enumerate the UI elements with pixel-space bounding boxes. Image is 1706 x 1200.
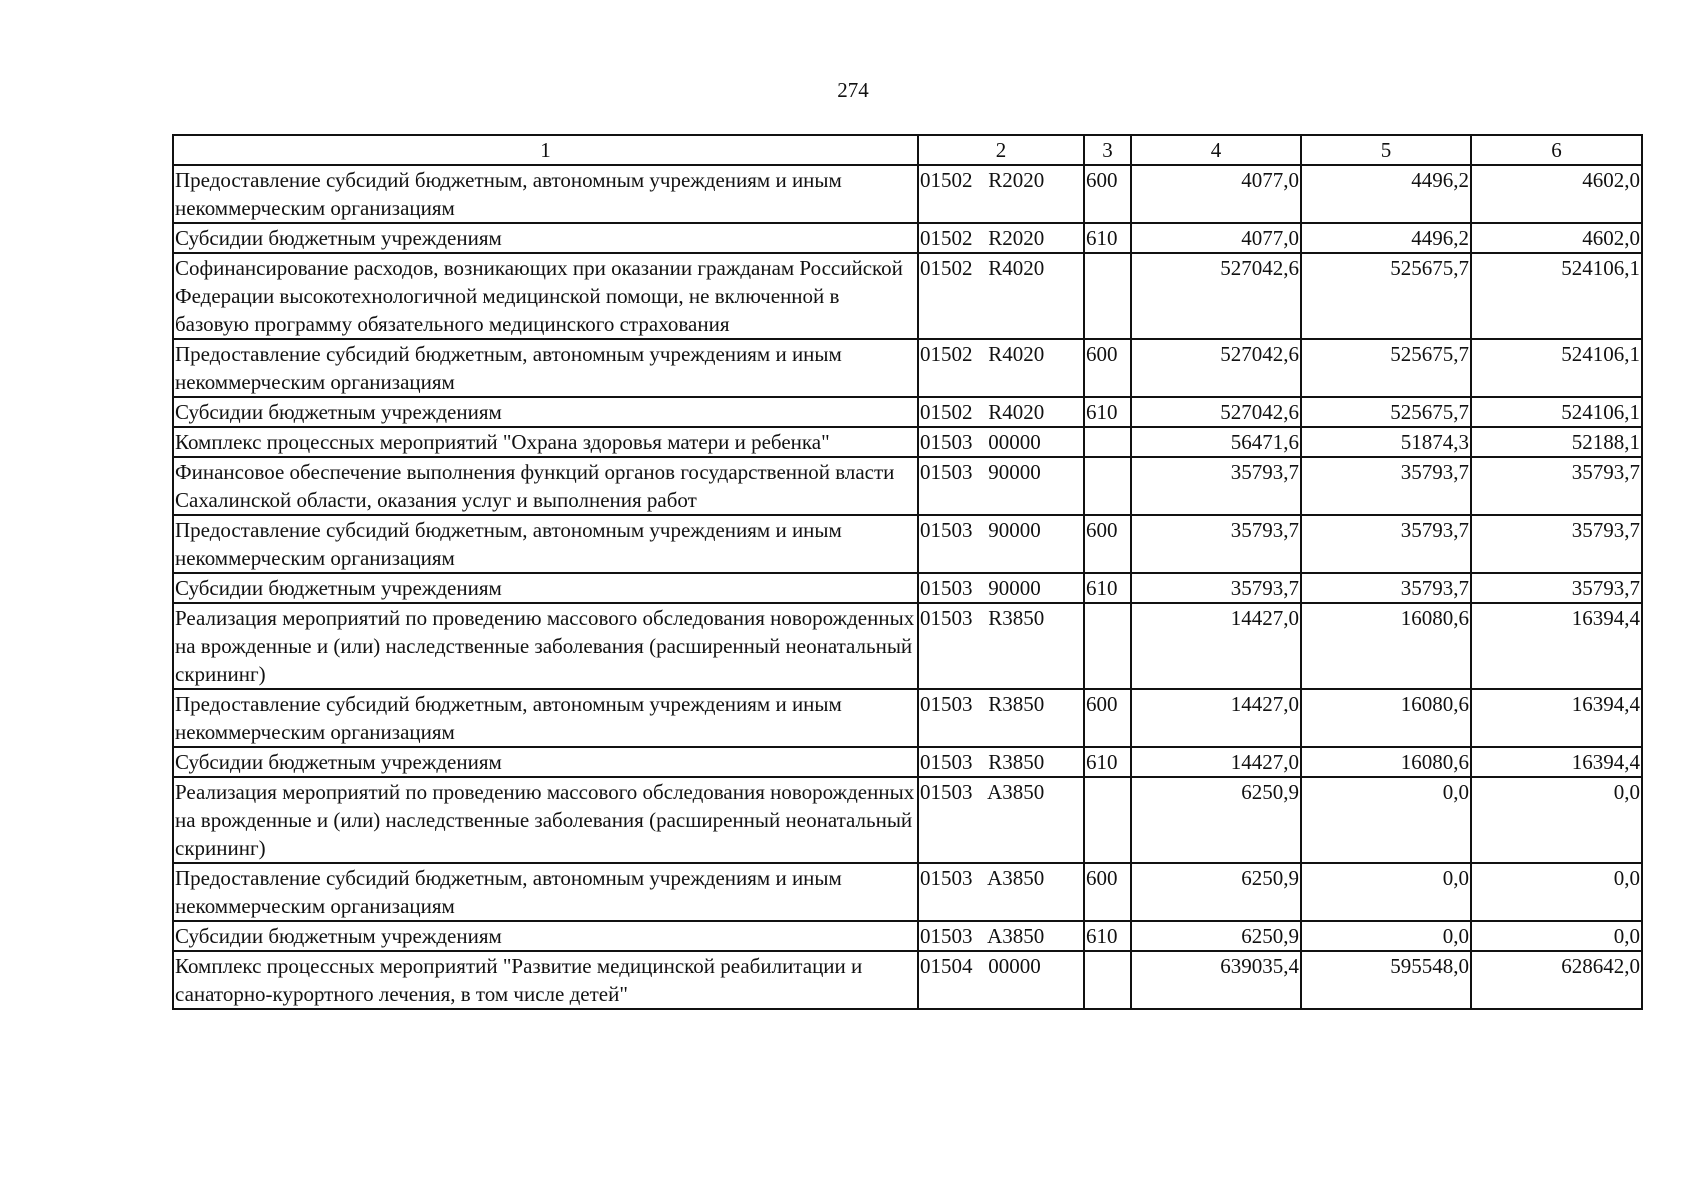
- amount-col-5-cell: 0,0: [1301, 921, 1471, 951]
- amount-col-5-cell: 595548,0: [1301, 951, 1471, 1009]
- amount-col-5-cell: 525675,7: [1301, 253, 1471, 339]
- column-header-5: 5: [1301, 135, 1471, 165]
- expense-name-cell: Субсидии бюджетным учреждениям: [173, 223, 918, 253]
- amount-col-5-cell: 0,0: [1301, 863, 1471, 921]
- expense-name-cell: Предоставление субсидий бюджетным, автономным учреждениям и иным некоммерческим организациям: [173, 515, 918, 573]
- target-article-code-cell: 01502 R4020: [918, 397, 1084, 427]
- target-article-code-cell: 01503 90000: [918, 515, 1084, 573]
- amount-col-6-cell: 16394,4: [1471, 689, 1642, 747]
- amount-col-6-cell: 35793,7: [1471, 457, 1642, 515]
- expense-name-cell: Субсидии бюджетным учреждениям: [173, 397, 918, 427]
- amount-col-6-cell: 16394,4: [1471, 603, 1642, 689]
- amount-col-5-cell: 35793,7: [1301, 457, 1471, 515]
- table-body: [173, 165, 1642, 1009]
- table-header: [173, 135, 1642, 165]
- expense-type-code-cell: 600: [1084, 863, 1131, 921]
- expense-name-cell: Комплекс процессных мероприятий "Охрана здоровья матери и ребенка": [173, 427, 918, 457]
- table-row: [173, 397, 1642, 427]
- target-article-code-cell: 01503 A3850: [918, 921, 1084, 951]
- amount-col-4-cell: 527042,6: [1131, 339, 1301, 397]
- amount-col-5-cell: 16080,6: [1301, 689, 1471, 747]
- expense-name-cell: Предоставление субсидий бюджетным, автономным учреждениям и иным некоммерческим организациям: [173, 689, 918, 747]
- target-article-code-cell: 01503 R3850: [918, 603, 1084, 689]
- column-header-6: 6: [1471, 135, 1642, 165]
- amount-col-4-cell: 6250,9: [1131, 863, 1301, 921]
- amount-col-5-cell: 51874,3: [1301, 427, 1471, 457]
- amount-col-4-cell: 14427,0: [1131, 689, 1301, 747]
- amount-col-4-cell: 14427,0: [1131, 603, 1301, 689]
- amount-col-4-cell: 56471,6: [1131, 427, 1301, 457]
- expense-type-code-cell: 600: [1084, 515, 1131, 573]
- amount-col-6-cell: 52188,1: [1471, 427, 1642, 457]
- target-article-code-cell: 01502 R4020: [918, 253, 1084, 339]
- table-row: [173, 951, 1642, 1009]
- expense-type-code-cell: 600: [1084, 165, 1131, 223]
- amount-col-6-cell: 35793,7: [1471, 515, 1642, 573]
- amount-col-5-cell: 35793,7: [1301, 515, 1471, 573]
- expense-type-code-cell: [1084, 603, 1131, 689]
- table-row: [173, 253, 1642, 339]
- budget-table: [172, 134, 1643, 1010]
- expense-type-code-cell: 610: [1084, 573, 1131, 603]
- amount-col-5-cell: 0,0: [1301, 777, 1471, 863]
- target-article-code-cell: 01503 00000: [918, 427, 1084, 457]
- expense-name-cell: Предоставление субсидий бюджетным, автономным учреждениям и иным некоммерческим организациям: [173, 339, 918, 397]
- amount-col-6-cell: 0,0: [1471, 921, 1642, 951]
- amount-col-4-cell: 35793,7: [1131, 515, 1301, 573]
- amount-col-6-cell: 628642,0: [1471, 951, 1642, 1009]
- amount-col-5-cell: 525675,7: [1301, 397, 1471, 427]
- expense-type-code-cell: [1084, 951, 1131, 1009]
- column-header-2: 2: [918, 135, 1084, 165]
- table-row: [173, 165, 1642, 223]
- amount-col-4-cell: 527042,6: [1131, 397, 1301, 427]
- expense-name-cell: Субсидии бюджетным учреждениям: [173, 573, 918, 603]
- table-row: [173, 573, 1642, 603]
- table-row: [173, 777, 1642, 863]
- table-row: [173, 921, 1642, 951]
- column-header-1: 1: [173, 135, 918, 165]
- amount-col-4-cell: 639035,4: [1131, 951, 1301, 1009]
- expense-name-cell: Субсидии бюджетным учреждениям: [173, 747, 918, 777]
- amount-col-6-cell: 4602,0: [1471, 165, 1642, 223]
- table-row: [173, 515, 1642, 573]
- amount-col-4-cell: 527042,6: [1131, 253, 1301, 339]
- table-row: [173, 457, 1642, 515]
- target-article-code-cell: 01503 R3850: [918, 689, 1084, 747]
- expense-name-cell: Реализация мероприятий по проведению массового обследования новорожденных на врожденные и (или) наследственные заболевания (расширенный неонатальный скрининг): [173, 777, 918, 863]
- column-header-3: 3: [1084, 135, 1131, 165]
- header-row: [173, 135, 1642, 165]
- table-row: [173, 339, 1642, 397]
- expense-name-cell: Предоставление субсидий бюджетным, автономным учреждениям и иным некоммерческим организациям: [173, 863, 918, 921]
- page-number: 274: [837, 78, 869, 102]
- table-row: [173, 863, 1642, 921]
- amount-col-4-cell: 35793,7: [1131, 573, 1301, 603]
- amount-col-4-cell: 6250,9: [1131, 777, 1301, 863]
- amount-col-6-cell: 0,0: [1471, 777, 1642, 863]
- table-row: [173, 747, 1642, 777]
- target-article-code-cell: 01503 A3850: [918, 777, 1084, 863]
- target-article-code-cell: 01502 R2020: [918, 223, 1084, 253]
- expense-type-code-cell: [1084, 253, 1131, 339]
- expense-type-code-cell: 610: [1084, 921, 1131, 951]
- amount-col-6-cell: 524106,1: [1471, 253, 1642, 339]
- table-row: [173, 603, 1642, 689]
- amount-col-6-cell: 4602,0: [1471, 223, 1642, 253]
- column-header-4: 4: [1131, 135, 1301, 165]
- target-article-code-cell: 01503 A3850: [918, 863, 1084, 921]
- target-article-code-cell: 01504 00000: [918, 951, 1084, 1009]
- target-article-code-cell: 01502 R2020: [918, 165, 1084, 223]
- target-article-code-cell: 01502 R4020: [918, 339, 1084, 397]
- table-row: [173, 427, 1642, 457]
- amount-col-4-cell: 4077,0: [1131, 165, 1301, 223]
- amount-col-5-cell: 16080,6: [1301, 603, 1471, 689]
- amount-col-5-cell: 4496,2: [1301, 165, 1471, 223]
- amount-col-4-cell: 6250,9: [1131, 921, 1301, 951]
- expense-name-cell: Субсидии бюджетным учреждениям: [173, 921, 918, 951]
- amount-col-6-cell: 35793,7: [1471, 573, 1642, 603]
- expense-type-code-cell: [1084, 777, 1131, 863]
- amount-col-4-cell: 14427,0: [1131, 747, 1301, 777]
- amount-col-5-cell: 16080,6: [1301, 747, 1471, 777]
- expense-name-cell: Комплекс процессных мероприятий "Развитие медицинской реабилитации и санаторно-курортного лечения, в том числе детей": [173, 951, 918, 1009]
- table-row: [173, 223, 1642, 253]
- amount-col-5-cell: 4496,2: [1301, 223, 1471, 253]
- amount-col-6-cell: 524106,1: [1471, 339, 1642, 397]
- amount-col-6-cell: 0,0: [1471, 863, 1642, 921]
- expense-name-cell: Реализация мероприятий по проведению массового обследования новорожденных на врожденные и (или) наследственные заболевания (расширенный неонатальный скрининг): [173, 603, 918, 689]
- expense-type-code-cell: [1084, 427, 1131, 457]
- expense-type-code-cell: 610: [1084, 223, 1131, 253]
- expense-type-code-cell: 600: [1084, 689, 1131, 747]
- expense-type-code-cell: 610: [1084, 747, 1131, 777]
- amount-col-4-cell: 35793,7: [1131, 457, 1301, 515]
- table-row: [173, 689, 1642, 747]
- expense-type-code-cell: 610: [1084, 397, 1131, 427]
- target-article-code-cell: 01503 90000: [918, 573, 1084, 603]
- amount-col-6-cell: 524106,1: [1471, 397, 1642, 427]
- expense-name-cell: Софинансирование расходов, возникающих при оказании гражданам Российской Федерации высокотехнологичной медицинской помощи, не включенной в базовую программу обязательного медицинского страхования: [173, 253, 918, 339]
- amount-col-5-cell: 525675,7: [1301, 339, 1471, 397]
- expense-name-cell: Финансовое обеспечение выполнения функций органов государственной власти Сахалинской области, оказания услуг и выполнения работ: [173, 457, 918, 515]
- target-article-code-cell: 01503 90000: [918, 457, 1084, 515]
- target-article-code-cell: 01503 R3850: [918, 747, 1084, 777]
- amount-col-5-cell: 35793,7: [1301, 573, 1471, 603]
- expense-type-code-cell: [1084, 457, 1131, 515]
- expense-name-cell: Предоставление субсидий бюджетным, автономным учреждениям и иным некоммерческим организациям: [173, 165, 918, 223]
- amount-col-6-cell: 16394,4: [1471, 747, 1642, 777]
- expense-type-code-cell: 600: [1084, 339, 1131, 397]
- amount-col-4-cell: 4077,0: [1131, 223, 1301, 253]
